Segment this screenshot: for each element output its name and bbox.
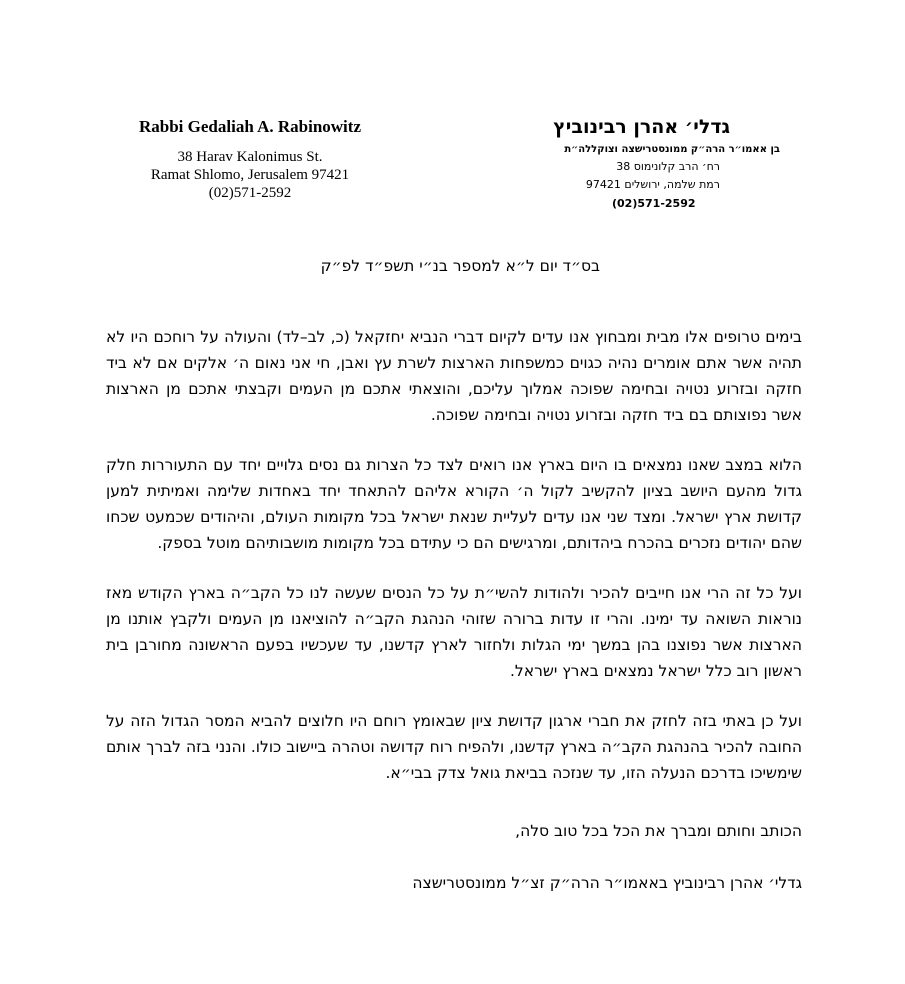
letterhead-hebrew [498,116,780,213]
letterhead-en-name: Rabbi Gedaliah A. Rabinowitz [139,117,361,136]
signature-line: גדלי׳ אהרן רבינוביץ באאמו״ר הרה״ק זצ״ל ממונסטרישצה [412,874,802,892]
letterhead-en-phone: (02)571-2592 [208,185,292,201]
letterhead-he-subtitle: בן אאמו״ר הרה״ק ממונסטרישצה וצוקללה״ת [564,144,780,155]
letterhead-he-name: גדלי׳ אהרן רבינוביץ [553,116,730,138]
letterhead-he-phone: (02)571-2592 [612,197,696,210]
body-paragraph: הלוא במצב שאנו נמצאים בו היום בארץ אנו רואים לצד כל הצרות גם נסים גלויים יחד עם התעוררות חלק גדול מהעם היושב בציון להקשיב לקול ה׳ הקורא אליהם להתאחד יחד באחדות שלימה ואמיתית למען קדושת ארץ ישראל. ומצד שני אנו עדים לעליית שנאת ישראל בכל מקומות העולם, והיהודים שכמעט שכחו שהם יהודים נזכרים בהכרח ביהדותם, ומרגישים הם כי עתידם בכל מקומות מושבותיהם מוטל בספק. [106,456,802,552]
date-line: בס״ד יום ל״א למספר בנ״י תשפ״ד לפ״ק [320,257,600,275]
closing-line: הכותב וחותם ומברך את הכל בכל טוב סלה, [515,822,802,840]
letterhead-english [118,116,382,202]
letterhead-he-address-line2: רמת שלמה, ירושלים 97421 [585,178,720,191]
body-paragraph: בימים טרופים אלו מבית ומבחוץ אנו עדים לקיום דברי הנביא יחזקאל (כ, לב–לד) והעולה על רוחכם היו לא תהיה אשר אתם אומרים נהיה כגוים כמשפחות הארצות לשרת עץ ואבן, חי אני נאום ה׳ אלקים אם לא ביד חזקה ובזרוע נטויה ובחימה שפוכה אמלוך עליכם, והוצאתי אתכם מן העמים וקבצתי אתכם מן הארצות אשר נפוצותם בם ביד חזקה ובזרוע נטויה ובחימה שפוכה. [106,328,802,424]
letter-body [106,324,802,810]
letterhead-en-address-line2: Ramat Shlomo, Jerusalem 97421 [150,167,350,183]
body-paragraph: ועל כן באתי בזה לחזק את חברי ארגון קדושת ציון שבאומץ רוחם היו חלוצים להביא המסר הגדול הזה על החובה להכיר בהנהגת הקב״ה בארץ קדשנו, ולהפיח רוח קדושה וטהרה ביישוב כולו. והנני בזה לברך אותם שימשיכו בדרכם הנעלה הזו, עד שנזכה בביאת גואל צדק בבי״א. [106,712,802,782]
letterhead-en-address-line1: 38 Harav Kalonimus St. [177,149,323,165]
letterhead-he-address-line1: רח׳ הרב קלונימוס 38 [616,160,720,173]
body-paragraph: ועל כל זה הרי אנו חייבים להכיר ולהודות להשי״ת על כל הנסים שעשה לנו כל הקב״ה בארץ הקודש מאז נוראות השואה עד ימינו. והרי זו עדות ברורה שזוהי הנהגת הקב״ה להוציאנו מן העמים ולקבץ אותנו מן הארצות אשר נפוצנו בהן במשך ימי הגלות ולחזור לארץ קדשנו, עד שעכשיו בפעם הראשונה מחורבן בית ראשון רוב כלל ישראל נמצאים בארץ ישראל. [106,584,802,680]
